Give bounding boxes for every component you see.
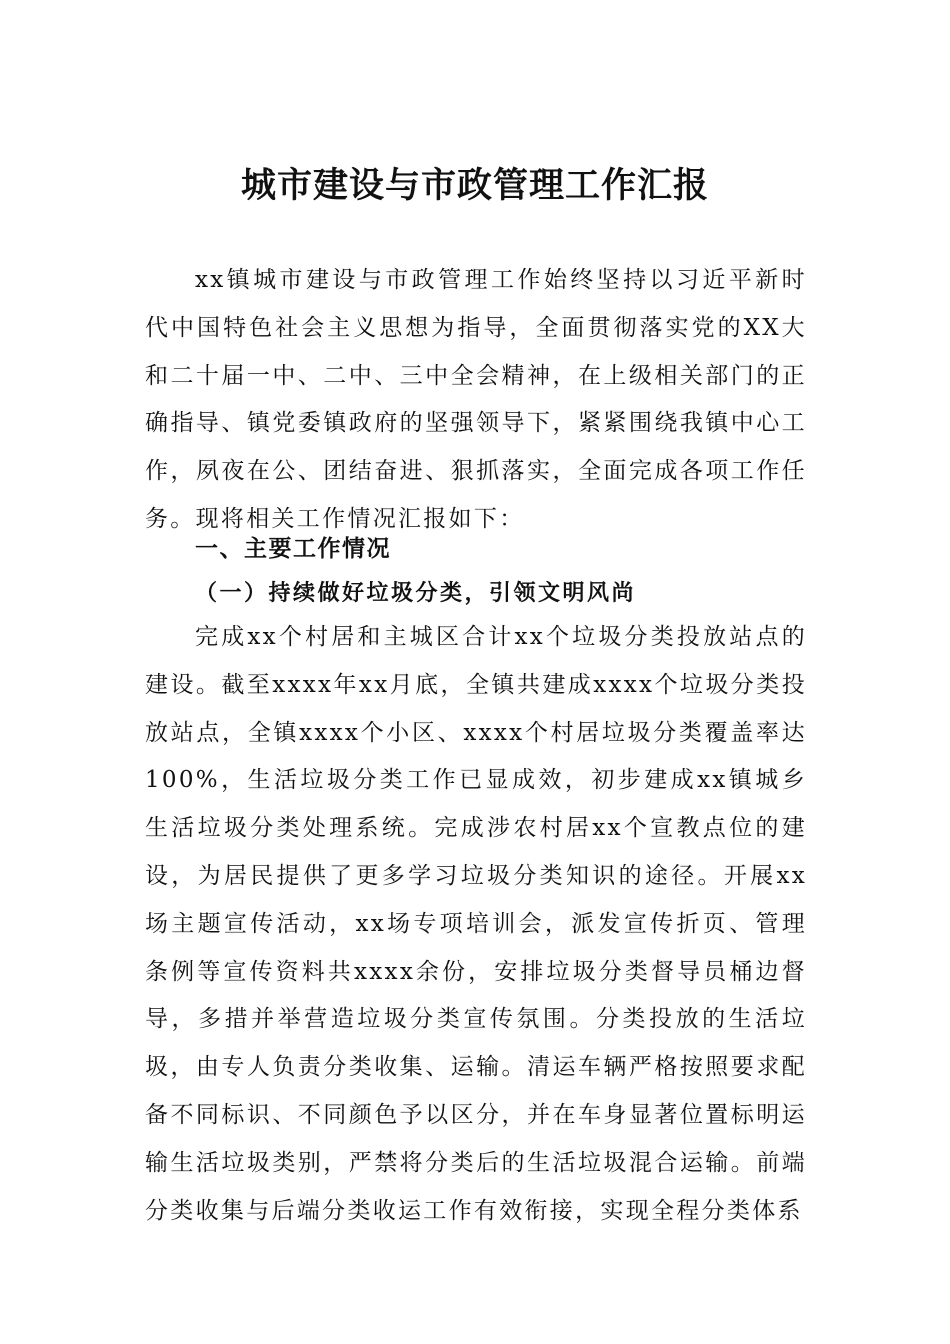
section-heading: 一、主要工作情况 bbox=[195, 536, 391, 562]
subsection-heading: （一）持续做好垃圾分类，引领文明风尚 bbox=[195, 580, 637, 606]
subsection-paragraph: 完成xx个村居和主城区合计xx个垃圾分类投放站点的建设。截至xxxx年xx月底，全镇共建成xxxx个垃圾分类投放站点，全镇xxxx个小区、xxxx个村居垃圾分类覆盖率达100%，生活垃圾分类工作已显成效，初步建成xx镇城乡生活垃圾分类处理系统。完成涉农村居xx个宣教点位的建设，为居民提供了更多学习垃圾分类知识的途径。开展xx场主题宣传活动，xx场专项培训会，派发宣传折页、管理条例等宣传资料共xxxx余份，安排垃圾分类督导员桶边督导，多措并举营造垃圾分类宣传氛围。分类投放的生活垃圾，由专人负责分类收集、运输。清运车辆严格按照要求配备不同标识、不同颜色予以区分，并在车身显著位置标明运输生活垃圾类别，严禁将分类后的生活垃圾混合运输。前端分类收集与后端分类收运工作有效衔接，实现全程分类体系 bbox=[145, 624, 807, 1224]
intro-paragraph: xx镇城市建设与市政管理工作始终坚持以习近平新时代中国特色社会主义思想为指导，全面贯彻落实党的XX大和二十届一中、二中、三中全会精神，在上级相关部门的正确指导、镇党委镇政府的坚强领导下，紧紧围绕我镇中心工作，夙夜在公、团结奋进、狠抓落实，全面完成各项工作任务。现将相关工作情况汇报如下： bbox=[145, 267, 807, 532]
document-title: 城市建设与市政管理工作汇报 bbox=[240, 165, 709, 206]
